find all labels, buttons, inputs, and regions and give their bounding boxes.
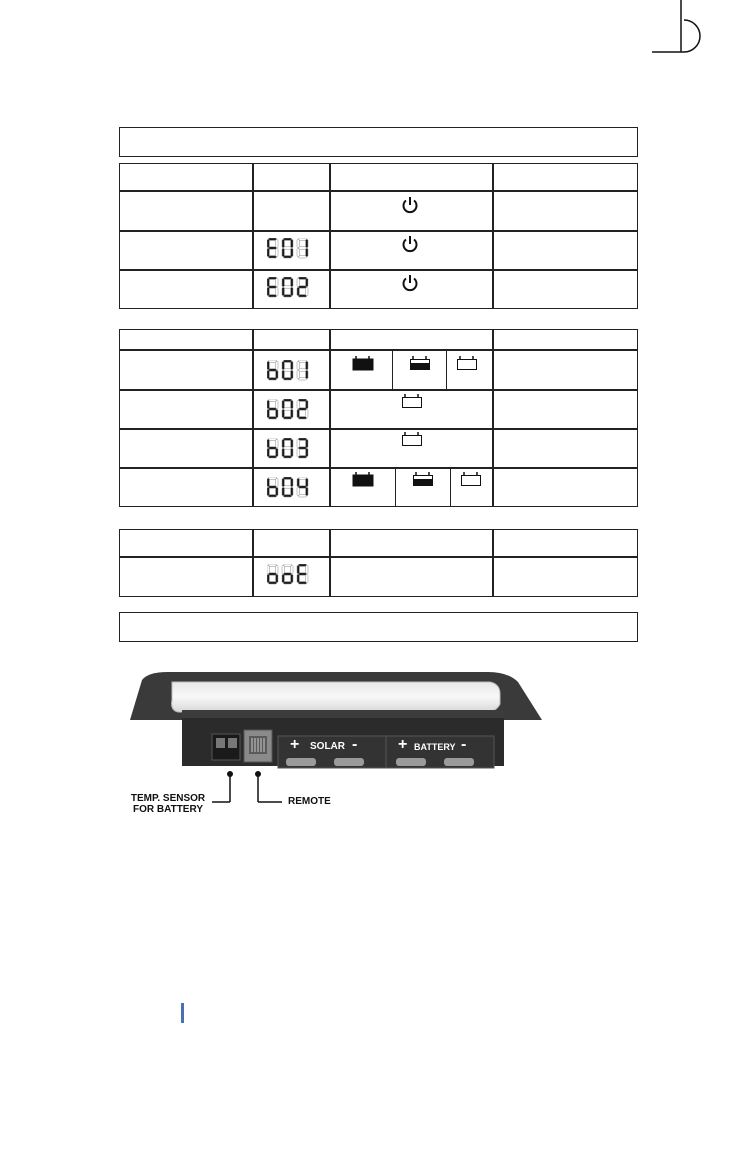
segment-a [284, 360, 292, 362]
segment-b [291, 479, 293, 487]
segment-d [269, 582, 277, 584]
segment-a [269, 399, 277, 401]
segment-a [269, 277, 277, 279]
segment-a [269, 360, 277, 362]
segment-g [299, 573, 307, 575]
fold-marker-icon [650, 0, 710, 60]
segment-f [282, 279, 284, 287]
segment-f [282, 401, 284, 409]
remote-callout: REMOTE [288, 796, 331, 807]
segment-e [282, 371, 284, 379]
segment-c [276, 288, 278, 296]
segment-e [267, 249, 269, 257]
segment-g [269, 447, 277, 449]
segment-c [276, 371, 278, 379]
segment-e [267, 371, 269, 379]
row-divider [120, 349, 637, 351]
column-divider [395, 467, 396, 506]
segment-f [267, 566, 269, 574]
segment-d [269, 417, 277, 419]
segment-g [269, 486, 277, 488]
segment-c [291, 488, 293, 496]
column-divider [450, 467, 451, 506]
segment-e [282, 575, 284, 583]
segment-c [276, 249, 278, 257]
column-divider [329, 164, 331, 308]
segment-f [297, 566, 299, 574]
battery-full-icon [352, 355, 374, 371]
segment-c [276, 449, 278, 457]
segment-c [276, 575, 278, 583]
segment-b [306, 566, 308, 574]
column-divider [252, 330, 254, 506]
row-divider [120, 389, 637, 391]
solar-minus-label: - [352, 736, 358, 753]
segment-e [267, 575, 269, 583]
segment-a [284, 238, 292, 240]
temp-sensor-callout [120, 793, 216, 815]
segment-a [284, 277, 292, 279]
temp-sensor-callout-line2: FOR BATTERY [133, 804, 203, 815]
segment-d [284, 582, 292, 584]
battery-empty-icon [460, 471, 482, 487]
column-divider [492, 330, 494, 506]
segment-f [267, 401, 269, 409]
segment-d [299, 417, 307, 419]
segment-a [299, 399, 307, 401]
column-divider [492, 530, 494, 596]
segment-f [282, 362, 284, 370]
segment-c [276, 410, 278, 418]
segment-e [267, 488, 269, 496]
segment-b [306, 240, 308, 248]
segment-b [291, 566, 293, 574]
segment-b [306, 440, 308, 448]
segment-c [291, 288, 293, 296]
segment-c [306, 410, 308, 418]
segment-b [291, 362, 293, 370]
segment-display [267, 399, 312, 420]
segment-d [299, 495, 307, 497]
segment-a [284, 438, 292, 440]
segment-b [291, 440, 293, 448]
segment-d [269, 256, 277, 258]
row-divider [120, 230, 637, 232]
row-divider [120, 428, 637, 430]
segment-b [276, 240, 278, 248]
segment-display [267, 360, 312, 381]
segment-c [306, 249, 308, 257]
segment-f [297, 401, 299, 409]
battery-label: BATTERY [414, 742, 456, 752]
segment-digits [267, 564, 312, 585]
segment-e [282, 288, 284, 296]
segment-f [297, 240, 299, 248]
segment-e [297, 371, 299, 379]
segment-display [267, 238, 312, 259]
segment-c [291, 575, 293, 583]
segment-a [299, 360, 307, 362]
solar-plus-label: + [290, 736, 300, 753]
power-icon [401, 196, 419, 214]
segment-c [306, 288, 308, 296]
segment-a [269, 477, 277, 479]
column-divider [492, 164, 494, 308]
segment-e [282, 249, 284, 257]
segment-b [291, 240, 293, 248]
segment-b [276, 479, 278, 487]
segment-e [282, 488, 284, 496]
segment-g [284, 447, 292, 449]
segment-e [297, 449, 299, 457]
segment-display [267, 277, 312, 298]
segment-d [284, 295, 292, 297]
segment-g [269, 247, 277, 249]
section-header-bar [119, 127, 638, 157]
segment-a [284, 399, 292, 401]
segment-e [297, 575, 299, 583]
row-divider [120, 556, 637, 558]
segment-e [267, 410, 269, 418]
segment-a [269, 238, 277, 240]
segment-f [282, 240, 284, 248]
segment-d [299, 256, 307, 258]
segment-d [269, 456, 277, 458]
segment-d [284, 495, 292, 497]
segment-e [282, 410, 284, 418]
segment-digits [267, 277, 312, 298]
battery-empty-icon [401, 393, 423, 409]
segment-a [269, 564, 277, 566]
column-divider [252, 530, 254, 596]
solar-label: SOLAR [310, 741, 345, 752]
segment-c [291, 449, 293, 457]
segment-a [299, 477, 307, 479]
segment-a [269, 438, 277, 440]
segment-f [267, 279, 269, 287]
segment-digits [267, 477, 312, 498]
segment-d [284, 378, 292, 380]
segment-d [269, 378, 277, 380]
segment-d [299, 295, 307, 297]
segment-c [276, 488, 278, 496]
segment-d [299, 456, 307, 458]
battery-minus-label: - [461, 736, 467, 753]
segment-e [297, 288, 299, 296]
segment-g [284, 247, 292, 249]
segment-e [297, 249, 299, 257]
segment-display [267, 477, 312, 498]
segment-g [299, 286, 307, 288]
segment-e [297, 488, 299, 496]
segment-g [284, 486, 292, 488]
segment-f [282, 479, 284, 487]
battery-half-icon [412, 471, 434, 487]
segment-b [291, 401, 293, 409]
segment-g [284, 573, 292, 575]
row-divider [120, 269, 637, 271]
segment-g [269, 573, 277, 575]
segment-a [299, 238, 307, 240]
segment-f [267, 479, 269, 487]
battery-empty-icon [401, 431, 423, 447]
segment-b [306, 479, 308, 487]
segment-b [276, 362, 278, 370]
error-code-table [119, 163, 638, 309]
segment-e [267, 449, 269, 457]
segment-c [291, 410, 293, 418]
row-divider [120, 190, 637, 192]
segment-c [306, 371, 308, 379]
column-divider [329, 330, 331, 506]
battery-half-icon [409, 355, 431, 371]
segment-g [269, 408, 277, 410]
segment-c [306, 449, 308, 457]
segment-a [299, 277, 307, 279]
accent-bar [181, 1003, 184, 1023]
segment-g [284, 408, 292, 410]
section-header-bar [119, 612, 638, 642]
segment-digits [267, 360, 312, 381]
segment-g [299, 447, 307, 449]
segment-g [269, 286, 277, 288]
segment-digits [267, 238, 312, 259]
segment-c [291, 249, 293, 257]
temp-sensor-callout-line1: TEMP. SENSOR [130, 793, 206, 804]
segment-c [306, 575, 308, 583]
segment-d [299, 378, 307, 380]
segment-b [306, 401, 308, 409]
segment-f [267, 362, 269, 370]
segment-e [267, 288, 269, 296]
segment-c [291, 371, 293, 379]
segment-d [269, 295, 277, 297]
segment-display [267, 564, 312, 585]
segment-g [299, 369, 307, 371]
segment-b [291, 279, 293, 287]
segment-d [284, 456, 292, 458]
segment-e [282, 449, 284, 457]
segment-a [299, 564, 307, 566]
battery-empty-icon [456, 355, 478, 371]
segment-b [276, 401, 278, 409]
column-divider [446, 350, 447, 389]
segment-f [297, 440, 299, 448]
segment-c [306, 488, 308, 496]
segment-b [276, 440, 278, 448]
segment-b [276, 279, 278, 287]
segment-a [284, 564, 292, 566]
segment-g [269, 369, 277, 371]
column-divider [329, 530, 331, 596]
segment-d [299, 582, 307, 584]
segment-d [284, 417, 292, 419]
segment-f [282, 566, 284, 574]
segment-b [306, 279, 308, 287]
segment-g [284, 369, 292, 371]
segment-a [299, 438, 307, 440]
row-divider [120, 467, 637, 469]
segment-f [267, 440, 269, 448]
battery-code-table [119, 329, 638, 507]
segment-g [299, 486, 307, 488]
segment-display [267, 438, 312, 459]
segment-f [267, 240, 269, 248]
segment-e [297, 410, 299, 418]
segment-g [299, 247, 307, 249]
column-divider [252, 164, 254, 308]
battery-full-icon [352, 471, 374, 487]
segment-digits [267, 438, 312, 459]
segment-f [297, 362, 299, 370]
segment-d [284, 256, 292, 258]
segment-a [284, 477, 292, 479]
segment-f [282, 440, 284, 448]
other-code-table [119, 529, 638, 597]
segment-d [269, 495, 277, 497]
segment-g [284, 286, 292, 288]
segment-f [297, 279, 299, 287]
battery-plus-label: + [398, 736, 408, 753]
segment-f [297, 479, 299, 487]
segment-b [306, 362, 308, 370]
power-icon [401, 235, 419, 253]
segment-digits [267, 399, 312, 420]
segment-g [299, 408, 307, 410]
segment-b [276, 566, 278, 574]
power-icon [401, 274, 419, 292]
column-divider [392, 350, 393, 389]
